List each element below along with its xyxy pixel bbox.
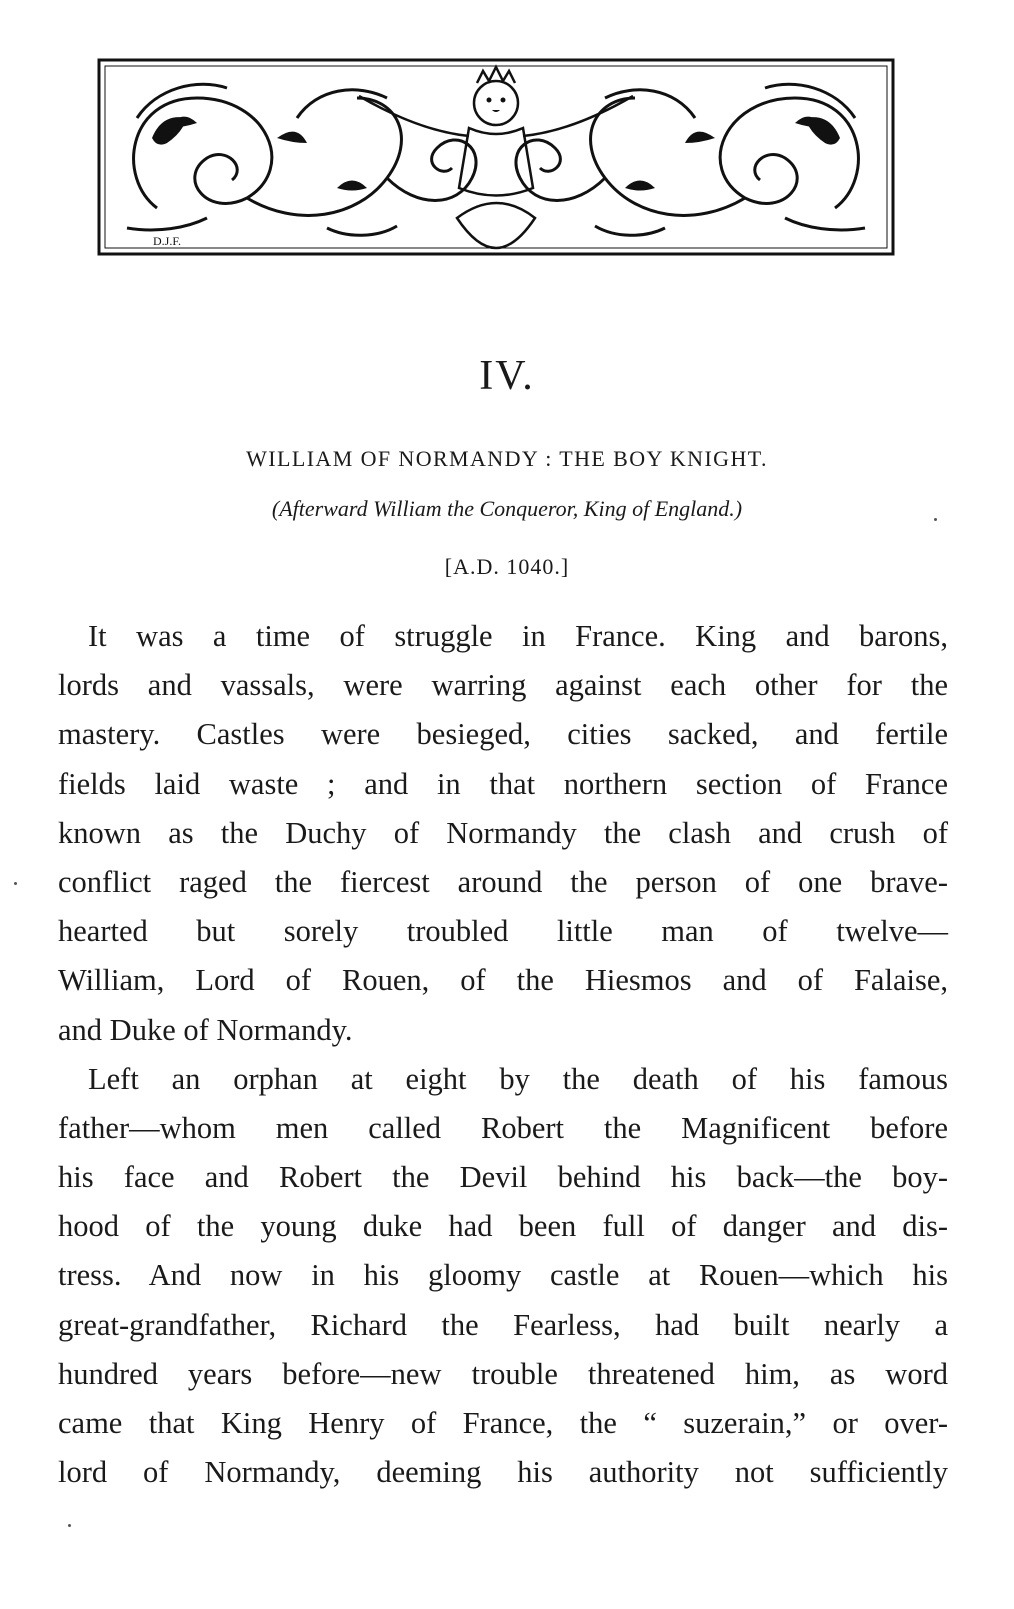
text-line: his face and Robert the Devil behind his back—the boy- — [58, 1160, 948, 1195]
text-line: tress. And now in his gloomy castle at Rouen—which his — [58, 1258, 948, 1293]
text-line: fields laid waste ; and in that northern section of France — [58, 766, 948, 801]
chapter-subtitle: (Afterward William the Conqueror, King of England.) — [271, 496, 743, 521]
text-line: hood of the young duke had been full of danger and dis- — [58, 1209, 948, 1244]
text-line: It was a time of struggle in France. King and barons, — [88, 619, 948, 653]
text-line: and Duke of Normandy. — [58, 1012, 353, 1047]
text-line: came that King Henry of France, the “ suzerain,” or over- — [58, 1406, 948, 1440]
text-line: mastery. Castles were besieged, cities sacked, and fertile — [58, 717, 948, 752]
text-line: Left an orphan at eight by the death of his famous — [88, 1061, 948, 1096]
text-line: conflict raged the fiercest around the person of one brave- — [58, 864, 948, 899]
text-line: lords and vassals, were warring against each other for the — [58, 668, 948, 703]
text-line: father—whom men called Robert the Magnificent before — [58, 1110, 948, 1145]
text-line: great-grandfather, Richard the Fearless, had built nearly a — [58, 1307, 948, 1342]
text-line: hundred years before—new trouble threatened him, as word — [58, 1356, 948, 1391]
ornamental-headpiece — [97, 58, 895, 256]
text-line: known as the Duchy of Normandy the clash and crush of — [58, 815, 948, 850]
chapter-number: IV. — [479, 353, 535, 399]
text-line: William, Lord of Rouen, of the Hiesmos and of Falaise, — [58, 963, 948, 998]
scroll-ornament-icon — [97, 58, 895, 256]
print-speck — [68, 1524, 71, 1527]
body-text — [58, 612, 948, 1497]
text-line: hearted but sorely troubled little man of twelve— — [58, 914, 948, 949]
artist-monogram: D.J.F. — [153, 234, 182, 248]
print-speck — [934, 518, 937, 521]
text-line: lord of Normandy, deeming his authority not sufficiently — [58, 1455, 948, 1490]
print-speck — [14, 882, 17, 885]
chapter-date: [A.D. 1040.] — [444, 554, 570, 579]
chapter-title: WILLIAM OF NORMANDY : THE BOY KNIGHT. — [246, 446, 768, 471]
